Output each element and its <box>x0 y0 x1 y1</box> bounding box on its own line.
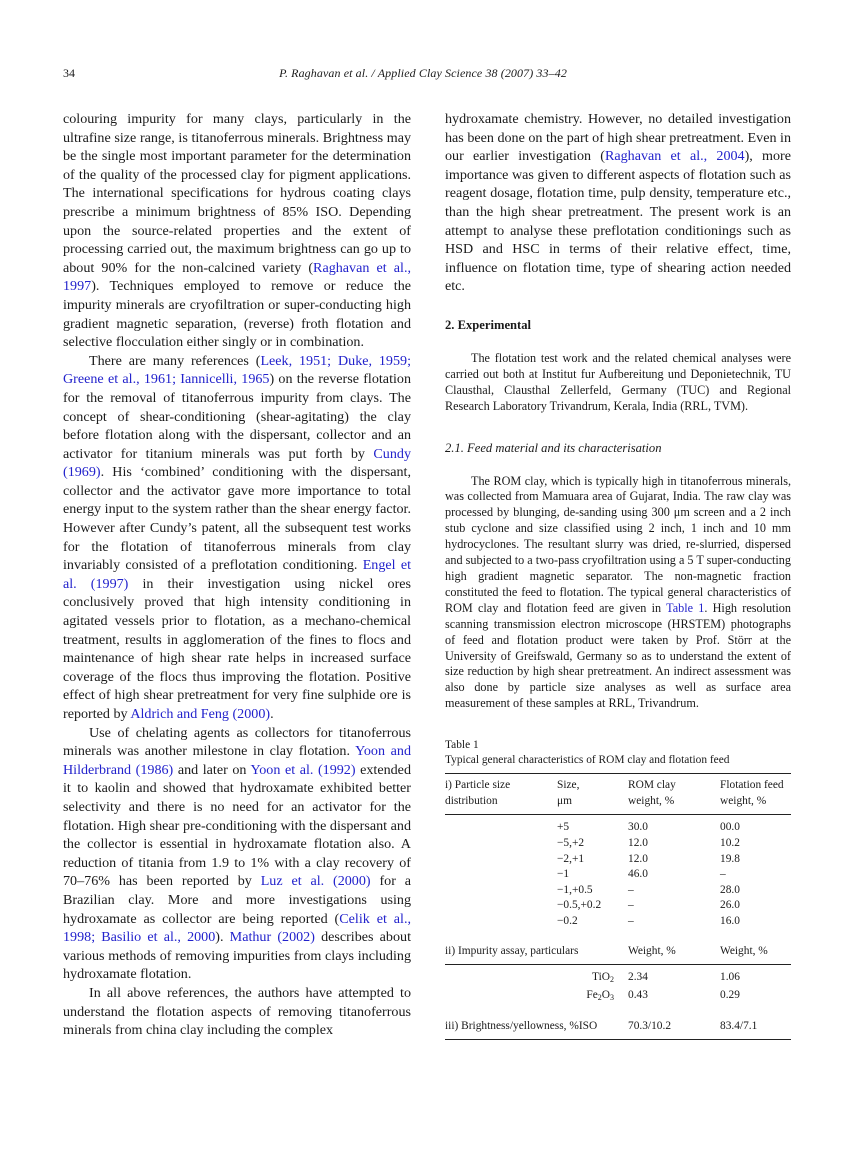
journal-reference: P. Raghavan et al. / Applied Clay Science 38 (2007) 33–42 <box>279 66 567 80</box>
table-row: −1 46.0 – <box>557 868 726 881</box>
citation-link[interactable]: Celik et al., 1998; Basilio et al., 2000 <box>63 910 411 946</box>
particle-size-rows <box>445 815 791 930</box>
compound-formula: TiO$_2$ <box>592 971 614 985</box>
table-row: −2,+1 12.0 19.8 <box>557 852 740 865</box>
paragraph: colouring impurity for many clays, particularly in the ultrafine size range, is titanoferrous minerals. Brightness may be the single most important parameter for the determination of the quality of the processed clay for pigment applications. The international specifications for hydrous coating clays prescribe a minimum brightness of 85% ISO. Depending upon the source-related properties and the extent of processing carried out, the maximum brightness can go up to about 90% for the non-calcined variety (Raghavan et al., 1997). Techniques employed to remove or reduce the impurity minerals are cryofiltration or super-conducting high gradient magnetic separation, (reverse) froth flotation and selective flocculation either singly or in combination. <box>63 111 412 351</box>
citation-link[interactable]: Leek, 1951; Duke, 1959; Greene et al., 1961; Iannicelli, 1965 <box>63 352 411 388</box>
impurity-label: ii) Impurity assay, particulars <box>445 944 579 957</box>
intro-paragraph: hydroxamate chemistry. However, no detailed investigation has been done on the part of high shear pretreatment. Even in our earlier investigation (Raghavan et al., 2004), more importance was given to different aspects of flotation such as reagent dosage, flotation time, pulp density, temperature etc., than the high shear pretreatment. The present work is an attempt to analyse these preflotation conditionings such as HSD and HSC in terms of their relative effect, time, influence on flotation time, type of shearing action needed etc. <box>445 111 791 295</box>
experimental-paragraph: The flotation test work and the related chemical analyses were carried out both at Institut fur Aufbereitung und Deponietechnik, TU Clausthal, Clausthal Zellerfeld, Germany (TUC) and Regional Research Laboratory Trivandrum, Kerala, India (RRL, TVM). <box>445 350 791 413</box>
impurity-rom-header: Weight, % <box>628 944 676 957</box>
citation-link[interactable]: Cundy (1969) <box>63 445 411 481</box>
citation-link[interactable]: Mathur (2002) <box>229 929 315 946</box>
citation-link[interactable]: Yoon et al. (1992) <box>250 761 356 778</box>
subsection-heading-feed-material: 2.1. Feed material and its characterisation <box>445 440 662 455</box>
citation-link[interactable]: Raghavan et al., 1997 <box>63 259 412 295</box>
paragraph: Use of chelating agents as collectors for titanoferrous minerals was another milestone in clay flotation. Yoon and Hilderbrand (1986) and later on Yoon et al. (1992) extended it to kaolin and showed that hydroxamate exhibited better selectivity and there is no need for an activator for the flotation. High shear pre-conditioning with the dispersant and the collector is essential in hydroxamate flotation also. A reduction of titania from 1.9 to 1% with a clay recovery of 70–76% has been reported by Luz et al. (2000) for a Brazilian clay. More and more investigations using hydroxamate as collector are being reported (Celik et al., 1998; Basilio et al., 2000). Mathur (2002) describes about various methods of removing impurities from clays including hydroxamate flotation. <box>63 724 412 983</box>
citation-link[interactable]: Table 1 <box>666 600 705 615</box>
left-column <box>63 110 411 1040</box>
impurity-header-row <box>445 944 791 965</box>
running-head <box>0 66 846 84</box>
table-caption: Typical general characteristics of ROM clay and flotation feed <box>445 754 730 767</box>
table-row: TiO$_2$ 2.34 1.06 <box>445 965 791 988</box>
feed-paragraph: The ROM clay, which is typically high in titanoferrous minerals, was collected from Mamuara area of Gujarat, India. The raw clay was processed by blunging, de-sanding using 300 μm screen and a 2 inch stub cyclone and size classified using 2 inch, 1 inch and 10 mm hydrocyclones. The resultant slurry was dried, re-slurried, dispersed and subjected to a two-pass cryofiltration using a 5 T super-conducting high gradient magnetic separator. The non-magnetic fraction constituted the feed to flotation. The typical general characteristics of ROM clay and flotation feed are given in Table 1. High resolution scanning transmission electron microscope (HRSTEM) photographs of feed and flotation product were taken by Prof. Störr at the University of Greifswald, Germany so as to understand the extent of size reduction by high shear pretreatment. An indirect assessment was also done by particle size analyses as well as surface area measurement of these samples at RRL, Trivandrum. <box>445 473 791 711</box>
table-label: Table 1 <box>445 739 479 752</box>
header-size: Size, μm <box>557 779 580 807</box>
brightness-label: iii) Brightness/yellowness, %ISO <box>445 1020 598 1033</box>
table-header-row <box>445 774 791 815</box>
citation-link[interactable]: Engel et al. (1997) <box>63 557 411 592</box>
table-row: −1,+0.5 – 28.0 <box>557 883 740 896</box>
citation-link[interactable]: Luz et al. (2000) <box>260 873 371 890</box>
table-1 <box>445 738 791 1040</box>
impurity-rows <box>445 965 791 1006</box>
characteristics-table <box>445 773 791 1040</box>
paragraph: There are many references (Leek, 1951; Duke, 1959; Greene et al., 1961; Iannicelli, 1965) on the reverse flotation for the removal of titanoferrous impurity from clays. The concept of shear-conditioning (shear-agitating) the clay before flotation along with the dispersant, collector and an activator for titanium minerals was put forth by Cundy (1969). His ‘combined’ conditioning with the dispersant, collector and the activator gave more importance to total energy input to the system rather than the shear energy factor. However after Cundy’s patent, all the subsequent test works for the flotation of titanoferrous minerals from clay invariably consisted of a preflotation conditioning. Engel et al. (1997) in their investigation using nickel ores conclusively proved that high intensity conditioning in agitated vessels prior to flotation, as a mechano-chemical treatment, results in agglomeration of the fines to flocs and maintenance of high shear rate helps in increased surface coverage of the flocs thus improving the flotation. Positive effect of high shear pretreatment for very fine sulphide ore is reported by Aldrich and Feng (2000). <box>63 352 411 722</box>
compound-formula: $Fe_2O_3$ <box>586 988 614 1002</box>
header-flotation-feed: Flotation feed weight, % <box>720 779 784 807</box>
citation-link[interactable]: Raghavan et al., 2004 <box>604 148 745 165</box>
table-row: $Fe_2O_3$ 0.43 0.29 <box>445 988 791 1006</box>
table-row: −5,+2 12.0 10.2 <box>557 836 740 849</box>
section-heading-experimental: 2. Experimental <box>445 317 532 332</box>
header-rom-clay: ROM clay weight, % <box>628 779 676 807</box>
brightness-feed: 83.4/7.1 <box>720 1020 758 1033</box>
page-number: 34 <box>63 66 75 80</box>
table-row: −0.2 – 16.0 <box>557 914 740 927</box>
citation-link[interactable]: Aldrich and Feng (2000) <box>130 706 271 722</box>
right-column <box>445 110 791 1040</box>
header-particle-size: i) Particle size distribution <box>445 779 511 807</box>
citation-link[interactable]: Yoon and Hilderbrand (1986) <box>63 743 411 778</box>
brightness-rom: 70.3/10.2 <box>628 1020 672 1033</box>
impurity-feed-header: Weight, % <box>720 944 768 957</box>
paragraph: In all above references, the authors have attempted to understand the flotation aspects of removing titanoferrous minerals from china clay including the complex <box>63 984 411 1039</box>
brightness-row <box>445 1019 791 1039</box>
table-row: −0.5,+0.2 – 26.0 <box>557 899 740 912</box>
table-row: +5 30.0 00.0 <box>557 821 740 834</box>
